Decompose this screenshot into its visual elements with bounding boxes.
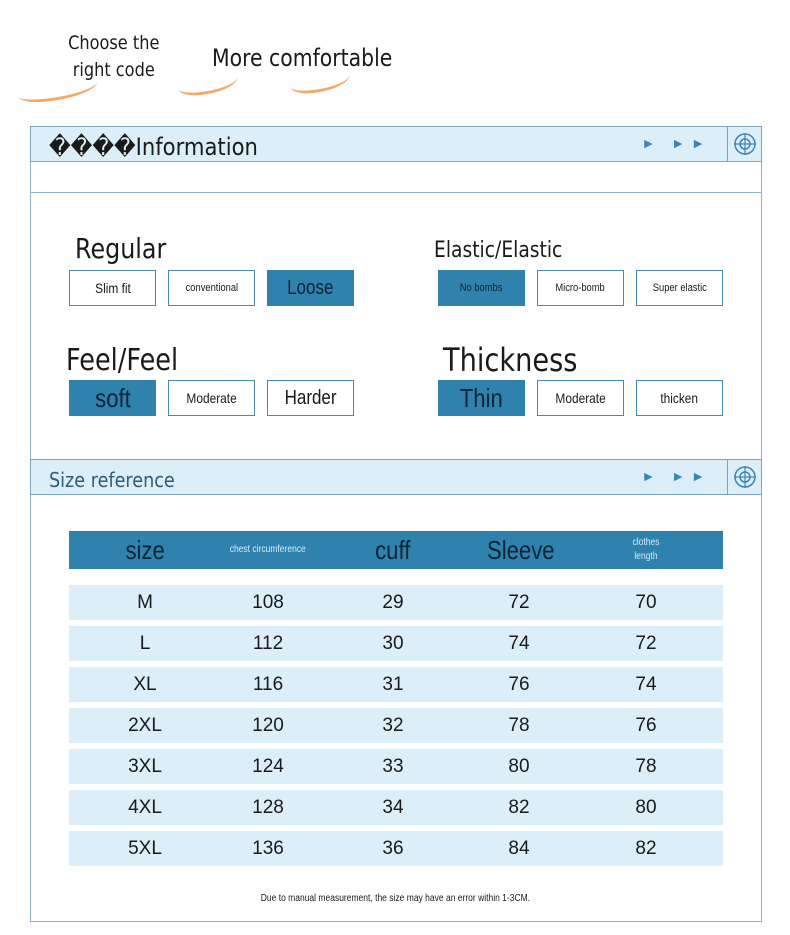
arrow-decoration: ► ►► bbox=[641, 135, 711, 151]
cell-chest: 128 bbox=[252, 796, 284, 818]
cell-cuff: 34 bbox=[382, 796, 404, 818]
cell-chest: 112 bbox=[252, 632, 284, 654]
option-moderate-thickness[interactable]: Moderate bbox=[537, 380, 624, 416]
cell-length: 82 bbox=[635, 837, 657, 859]
cell-size: 4XL bbox=[128, 796, 162, 818]
table-row bbox=[69, 831, 723, 866]
cell-length: 72 bbox=[635, 632, 657, 654]
cell-cuff: 32 bbox=[382, 714, 404, 736]
cell-length: 76 bbox=[635, 714, 657, 736]
tagline-choose-size: Choose the right code bbox=[68, 32, 160, 81]
cell-chest: 136 bbox=[252, 837, 284, 859]
header-clothes-length: clothes length bbox=[632, 537, 660, 562]
header-sleeve: Sleeve bbox=[487, 534, 555, 565]
cell-sleeve: 84 bbox=[508, 837, 530, 859]
label-thickness: Thickness bbox=[443, 341, 578, 379]
option-slim-fit[interactable]: Slim fit bbox=[69, 270, 156, 306]
table-row bbox=[69, 626, 723, 661]
cell-cuff: 31 bbox=[382, 673, 404, 695]
information-section-header bbox=[30, 126, 762, 162]
option-thicken[interactable]: thicken bbox=[636, 380, 723, 416]
option-soft[interactable]: soft bbox=[69, 380, 156, 416]
cell-sleeve: 78 bbox=[508, 714, 530, 736]
table-row bbox=[69, 585, 723, 620]
cell-length: 80 bbox=[635, 796, 657, 818]
cell-sleeve: 72 bbox=[508, 591, 530, 613]
table-row bbox=[69, 708, 723, 743]
table-row bbox=[69, 790, 723, 825]
cell-size: 3XL bbox=[128, 755, 162, 777]
crosshair-target-icon bbox=[727, 460, 761, 494]
decorative-swoosh bbox=[17, 73, 99, 106]
cell-size: L bbox=[139, 632, 151, 654]
table-row bbox=[69, 749, 723, 784]
cell-length: 74 bbox=[635, 673, 657, 695]
cell-sleeve: 76 bbox=[508, 673, 530, 695]
option-loose[interactable]: Loose bbox=[267, 270, 354, 306]
cell-chest: 108 bbox=[252, 591, 284, 613]
cell-chest: 120 bbox=[252, 714, 284, 736]
cell-chest: 116 bbox=[252, 673, 284, 695]
section-title-size-reference: Size reference bbox=[49, 468, 175, 492]
cell-sleeve: 80 bbox=[508, 755, 530, 777]
cell-cuff: 36 bbox=[382, 837, 404, 859]
header-cuff: cuff bbox=[375, 534, 411, 565]
decorative-swoosh bbox=[177, 68, 239, 98]
cell-cuff: 29 bbox=[382, 591, 404, 613]
label-regular: Regular bbox=[75, 232, 167, 265]
cell-chest: 124 bbox=[252, 755, 284, 777]
header-chest-circumference: chest circumference bbox=[229, 544, 307, 555]
option-thin[interactable]: Thin bbox=[438, 380, 525, 416]
section-divider bbox=[30, 192, 762, 193]
cell-size: 2XL bbox=[128, 714, 162, 736]
cell-size: 5XL bbox=[128, 837, 162, 859]
option-super-elastic[interactable]: Super elastic bbox=[636, 270, 723, 306]
option-conventional[interactable]: conventional bbox=[168, 270, 255, 306]
cell-size: M bbox=[137, 591, 153, 613]
label-elastic: Elastic/Elastic bbox=[434, 238, 563, 263]
label-feel: Feel/Feel bbox=[66, 343, 179, 378]
measurement-note: Due to manual measurement, the size may have an error within 1-3CM. bbox=[260, 893, 530, 904]
crosshair-target-icon bbox=[727, 127, 761, 161]
table-row bbox=[69, 667, 723, 702]
option-moderate-feel[interactable]: Moderate bbox=[168, 380, 255, 416]
cell-sleeve: 74 bbox=[508, 632, 530, 654]
tagline-comfortable: More comfortable bbox=[212, 44, 393, 72]
header-size: size bbox=[125, 534, 165, 565]
size-reference-section-header bbox=[30, 459, 762, 495]
option-no-bombs[interactable]: No bombs bbox=[438, 270, 525, 306]
cell-size: XL bbox=[133, 673, 157, 695]
cell-cuff: 33 bbox=[382, 755, 404, 777]
section-title-information: ����Information bbox=[49, 133, 258, 161]
cell-sleeve: 82 bbox=[508, 796, 530, 818]
cell-length: 70 bbox=[635, 591, 657, 613]
size-table-header bbox=[69, 531, 723, 569]
cell-length: 78 bbox=[635, 755, 657, 777]
cell-cuff: 30 bbox=[382, 632, 404, 654]
option-micro-bomb[interactable]: Micro-bomb bbox=[537, 270, 624, 306]
arrow-decoration: ► ►► bbox=[641, 468, 711, 484]
option-harder[interactable]: Harder bbox=[267, 380, 354, 416]
